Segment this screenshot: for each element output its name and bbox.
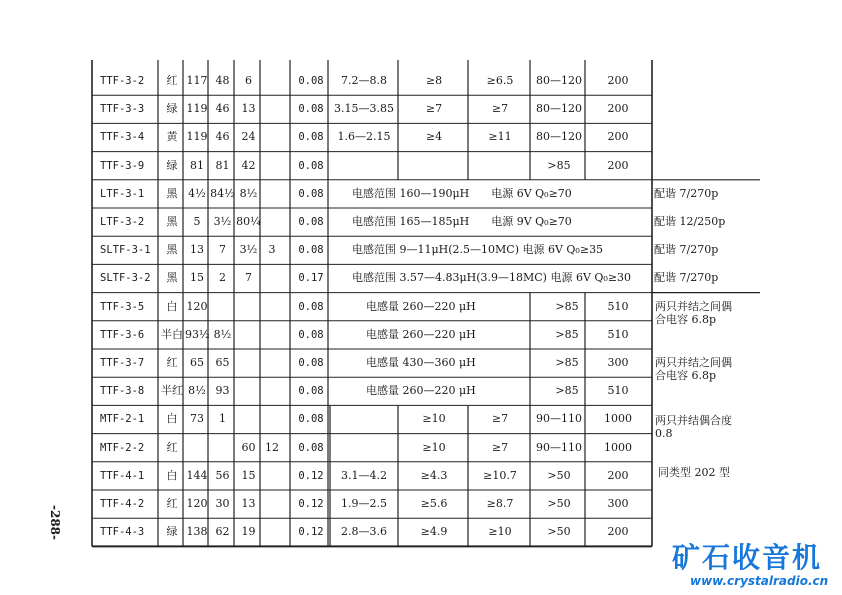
cell-inductance: 电感量 260—220 μH [366, 384, 476, 398]
cell-range: 1.9—2.5 [341, 497, 387, 510]
cell-c2: 65 [215, 356, 230, 369]
cell-f: >50 [547, 525, 571, 539]
cell-c4: 3 [268, 243, 276, 257]
cell-c2: 7 [219, 243, 226, 257]
cell-value: 0.08 [298, 300, 324, 313]
cell-value: 0.08 [298, 244, 324, 257]
cell-c1: 13 [190, 243, 204, 257]
cell-f: 90—110 [536, 412, 582, 426]
cell-model: SLTF-3-1 [100, 244, 151, 257]
cell-color: 黑 [166, 243, 178, 257]
cell-model: LTF-3-1 [100, 187, 145, 200]
cell-q: ≥4.9 [420, 525, 448, 539]
cell-c3: 8½ [239, 186, 258, 200]
cell-c3: 13 [241, 497, 256, 510]
cell-c2: 56 [215, 468, 230, 482]
cell-value: 0.08 [298, 159, 324, 172]
cell-f: 90—110 [536, 440, 582, 454]
cell-inductance: 电感量 260—220 μH [366, 327, 476, 341]
cell-model: TTF-3-3 [100, 103, 145, 116]
cell-g: ≥8.7 [486, 497, 514, 510]
cell-value: 0.08 [298, 131, 324, 144]
cell-g: ≥7 [491, 102, 509, 116]
cell-model: LTF-3-2 [100, 216, 145, 228]
cell-f: 80—120 [536, 130, 582, 144]
cell-model: MTF-2-2 [100, 441, 145, 454]
cell-model: TTF-4-1 [100, 469, 145, 482]
cell-q: ≥7 [425, 102, 443, 116]
cell-c1: 8½ [188, 384, 206, 398]
cell-g: ≥7 [491, 440, 509, 454]
cell-color: 白 [166, 412, 178, 426]
cell-c1: 144 [186, 468, 208, 482]
cell-c2: 48 [215, 74, 230, 87]
cell-color: 红 [166, 74, 178, 87]
cell-c2: 46 [215, 102, 230, 116]
cell-c1: 117 [186, 74, 208, 87]
cell-n: 200 [607, 130, 629, 144]
cell-f: >50 [547, 497, 571, 510]
cell-c2: 30 [215, 497, 230, 510]
cell-c3: 60 [241, 440, 256, 454]
cell-color: 绿 [166, 102, 178, 116]
cell-value: 0.08 [298, 413, 324, 426]
cell-c2: 1 [219, 412, 226, 426]
cell-c1: 119 [186, 130, 208, 144]
cell-c1: 81 [190, 158, 204, 172]
cell-f: >85 [555, 356, 579, 369]
cell-value: 0.12 [298, 469, 324, 482]
cell-range: 1.6—2.15 [337, 130, 391, 144]
cell-c1: 138 [186, 525, 208, 539]
cell-color: 半红 [161, 384, 183, 398]
cell-c2: 3½ [213, 215, 232, 228]
watermark-url: www.crystalradio.cn [690, 574, 829, 588]
cell-q: ≥10 [422, 412, 446, 426]
cell-c2: 2 [219, 271, 226, 285]
cell-model: MTF-2-1 [100, 413, 145, 426]
cell-c1: 93½ [185, 327, 210, 341]
cell-c2: 46 [215, 130, 230, 144]
note-pair-3: 两只并结偶合度0.8 [655, 414, 732, 440]
cell-n: 1000 [604, 412, 632, 426]
cell-n: 510 [607, 299, 629, 313]
cell-n: 1000 [604, 440, 632, 454]
cell-c1: 5 [193, 215, 201, 228]
cell-n: 200 [607, 525, 629, 539]
cell-value: 0.08 [298, 385, 324, 398]
cell-value: 0.12 [298, 526, 324, 539]
cell-c2: 62 [215, 525, 230, 539]
cell-value: 0.08 [298, 328, 324, 341]
cell-inductance: 电感量 260—220 μH [366, 299, 476, 313]
cell-value: 0.08 [298, 103, 324, 116]
cell-model: TTF-3-5 [100, 300, 145, 313]
cell-q: ≥10 [422, 440, 446, 454]
cell-n: 300 [607, 356, 629, 369]
cell-inductance-range: 电感范围 160—190μH 电源 6V Q₀≥70 [352, 186, 572, 200]
cell-note: 配谐 7/270p [654, 271, 719, 285]
cell-n: 510 [607, 384, 629, 398]
cell-color: 红 [166, 497, 178, 510]
cell-c3: 42 [241, 158, 256, 172]
cell-color: 绿 [166, 158, 178, 172]
cell-c4: 12 [265, 440, 279, 454]
cell-n: 510 [607, 327, 629, 341]
cell-color: 黑 [166, 215, 178, 228]
cell-c1: 73 [190, 412, 204, 426]
cell-n: 200 [607, 158, 629, 172]
cell-model: TTF-3-7 [100, 357, 145, 369]
cell-n: 200 [607, 74, 629, 87]
cell-model: TTF-3-8 [100, 385, 145, 398]
cell-note: 配谐 7/270p [654, 243, 719, 257]
cell-color: 白 [166, 299, 178, 313]
page-number: -288- [48, 505, 62, 541]
cell-model: SLTF-3-2 [100, 272, 151, 285]
cell-color: 绿 [166, 525, 178, 539]
cell-model: TTF-3-6 [100, 328, 145, 341]
cell-c3: 7 [245, 271, 252, 285]
cell-n: 200 [607, 102, 629, 116]
cell-f: 80—120 [536, 102, 582, 116]
cell-value: 0.17 [298, 272, 324, 285]
cell-color: 白 [166, 468, 178, 482]
cell-c3: 15 [241, 468, 256, 482]
cell-value: 0.08 [298, 75, 324, 87]
cell-inductance-range: 电感范围 3.57—4.83μH(3.9—18MC) 电源 6V Q₀≥30 [352, 271, 632, 285]
cell-inductance-range: 电感范围 9—11μH(2.5—10MC) 电源 6V Q₀≥35 [352, 243, 604, 257]
cell-c3: 80¼ [236, 215, 261, 228]
cell-value: 0.08 [298, 187, 324, 200]
cell-q: ≥4.3 [420, 468, 448, 482]
cell-c1: 15 [190, 271, 204, 285]
cell-g: ≥7 [491, 412, 509, 426]
cell-f: >50 [547, 468, 571, 482]
cell-model: TTF-3-2 [100, 75, 145, 87]
cell-c1: 65 [190, 356, 204, 369]
cell-c3: 24 [241, 130, 256, 144]
cell-range: 3.1—4.2 [341, 468, 387, 482]
cell-model: TTF-3-9 [100, 159, 145, 172]
cell-note: 配谐 7/270p [654, 186, 719, 200]
cell-q: ≥8 [425, 74, 443, 87]
cell-model: TTF-4-3 [100, 526, 145, 539]
cell-f: >85 [547, 158, 571, 172]
cell-c3: 19 [241, 525, 256, 539]
note-same-type: 同类型 202 型 [658, 466, 730, 479]
watermark-logo-text: 矿石收音机 [672, 541, 823, 574]
cell-c2: 84½ [210, 186, 235, 200]
cell-c3: 3½ [239, 243, 258, 257]
cell-c3: 6 [245, 74, 252, 87]
cell-range: 2.8—3.6 [341, 525, 387, 539]
cell-color: 黄 [166, 130, 178, 144]
cell-f: >85 [555, 299, 579, 313]
cell-model: TTF-3-4 [100, 131, 145, 144]
cell-color: 黑 [166, 186, 178, 200]
cell-c1: 4½ [188, 186, 206, 200]
cell-q: ≥4 [425, 130, 443, 144]
cell-g: ≥10.7 [483, 468, 517, 482]
note-pair-1: 两只并结之间偶合电容 6.8p [655, 300, 732, 326]
cell-range: 3.15—3.85 [334, 102, 394, 116]
cell-q: ≥5.6 [420, 497, 448, 510]
cell-note: 配谐 12/250p [654, 215, 726, 228]
cell-value: 0.12 [298, 498, 324, 510]
cell-c1: 120 [186, 497, 208, 510]
cell-n: 200 [607, 468, 629, 482]
cell-n: 300 [607, 497, 629, 510]
cell-g: ≥6.5 [486, 74, 514, 87]
cell-f: >85 [555, 384, 579, 398]
cell-color: 红 [166, 440, 178, 454]
cell-color: 黑 [166, 271, 178, 285]
cell-color: 半白 [161, 327, 183, 341]
cell-c1: 119 [186, 102, 208, 116]
cell-c1: 120 [186, 299, 208, 313]
note-pair-2: 两只并结之间偶合电容 6.8p [655, 356, 732, 382]
cell-inductance: 电感量 430—360 μH [366, 356, 476, 369]
cell-model: TTF-4-2 [100, 498, 145, 510]
cell-range: 7.2—8.8 [341, 74, 387, 87]
cell-f: 80—120 [536, 74, 582, 87]
cell-color: 红 [166, 356, 178, 369]
cell-c2: 8½ [213, 327, 232, 341]
cell-c2: 93 [215, 384, 230, 398]
cell-f: >85 [555, 327, 579, 341]
cell-c2: 81 [215, 158, 230, 172]
cell-value: 0.08 [298, 441, 324, 454]
cell-c3: 13 [241, 102, 256, 116]
cell-value: 0.08 [298, 357, 324, 369]
cell-inductance-range: 电感范围 165—185μH 电源 9V Q₀≥70 [352, 215, 572, 228]
cell-value: 0.08 [298, 216, 324, 228]
cell-g: ≥10 [488, 525, 512, 539]
cell-g: ≥11 [488, 130, 512, 144]
